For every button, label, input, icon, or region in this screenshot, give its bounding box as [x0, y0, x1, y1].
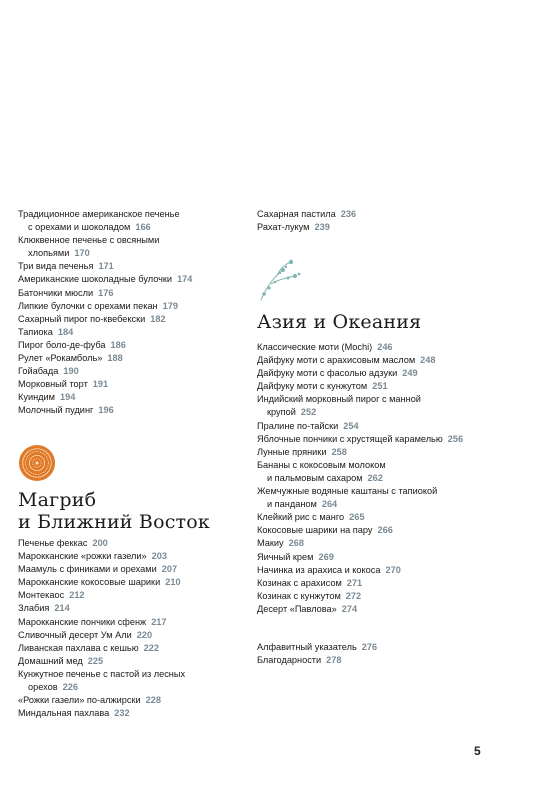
toc-entry-title: Американские шоколадные булочки — [18, 274, 173, 285]
toc-entry-title: Три вида печенья — [18, 261, 94, 272]
toc-entry-title: Яблочные пончики с хрустящей карамелью — [257, 433, 443, 444]
toc-entry — [18, 642, 243, 655]
toc-entry — [18, 260, 243, 273]
toc-entry-line — [257, 577, 537, 590]
toc-entry — [257, 208, 537, 221]
toc-entry-title: Клейкий рис с манго — [257, 512, 345, 523]
toc-entry — [18, 655, 243, 668]
toc-entry-line — [257, 537, 537, 550]
toc-entry — [257, 485, 537, 511]
toc-entry-line — [18, 365, 243, 378]
toc-entry — [18, 391, 243, 404]
toc-entry-title: крупой — [267, 407, 296, 418]
toc-entry-title: Домашний мед — [18, 655, 83, 666]
toc-page-number: 248 — [420, 355, 436, 366]
toc-entry — [257, 433, 537, 446]
toc-page-number: 264 — [321, 499, 338, 510]
toc-entry-title: «Рожки газели» по-алжирски — [18, 695, 141, 706]
toc-entry — [18, 234, 243, 260]
toc-entry-line — [257, 420, 537, 433]
toc-entry-title: Кокосовые шарики на пару — [257, 525, 373, 536]
toc-entry-line — [257, 221, 537, 234]
toc-entry — [18, 378, 243, 391]
toc-entry-title: Сахарный пирог по-квебекски — [18, 313, 146, 324]
toc-entry-line — [257, 406, 537, 419]
toc-entry-title: Клюквенное печенье с овсяными — [18, 235, 160, 246]
toc-entry-line — [257, 641, 537, 654]
toc-entry-title: с орехами и шоколадом — [28, 222, 131, 233]
toc-entry — [257, 420, 537, 433]
toc-entry-line — [18, 589, 243, 602]
toc-entry-title: Рулет «Рокамболь» — [18, 353, 103, 364]
toc-entry — [18, 629, 243, 642]
toc-entry — [18, 576, 243, 589]
toc-entry-line — [18, 221, 243, 234]
toc-entry-line — [257, 603, 537, 616]
toc-page-number: 262 — [367, 472, 383, 483]
toc-entry-title: и пальмовым сахаром — [267, 472, 363, 483]
toc-entry-line — [257, 459, 537, 472]
section-title-maghreb-line1: Магриб — [18, 489, 97, 511]
toc-page-number: 268 — [288, 538, 304, 549]
toc-entry — [257, 577, 537, 590]
toc-entry-line — [257, 367, 537, 380]
toc-entry — [257, 380, 537, 393]
toc-entry — [257, 564, 537, 577]
toc-entry — [18, 550, 243, 563]
toc-entry-line — [18, 681, 243, 694]
toc-entry-line — [257, 485, 537, 498]
toc-page-number: 258 — [331, 446, 347, 457]
toc-entry-title: Кунжутное печенье с пастой из лесных — [18, 668, 186, 679]
toc-entry — [18, 602, 243, 615]
toc-entry-line — [257, 354, 537, 367]
toc-entry — [257, 654, 537, 667]
toc-entry-line — [18, 260, 243, 273]
toc-entry-title: Морковный торт — [18, 379, 88, 390]
toc-entry — [257, 551, 537, 564]
toc-entry-title: Пирог боло-де-фуба — [18, 339, 106, 350]
toc-entry-title: Начинка из арахиса и кокоса — [257, 564, 381, 575]
toc-entry — [18, 352, 243, 365]
toc-page-number: 251 — [372, 381, 388, 392]
toc-entry-title: Рахат-лукум — [257, 222, 310, 233]
section-title-maghreb-line2: и Ближний Восток — [18, 511, 210, 533]
toc-entry-title: Маамуль с финиками и орехами — [18, 564, 157, 575]
toc-page-number: 176 — [98, 287, 114, 298]
toc-page-number: 171 — [98, 261, 114, 272]
toc-entry-title: Ливанская пахлава с кешью — [18, 642, 139, 653]
toc-entry — [257, 537, 537, 550]
toc-page-number: 249 — [402, 368, 418, 379]
toc-entry-line — [18, 576, 243, 589]
toc-entry-line — [18, 208, 243, 221]
toc-entry-title: Липкие булочки с орехами пекан — [18, 300, 158, 311]
toc-entry-line — [18, 602, 243, 615]
toc-entry-title: Дайфуку моти с фасолью адзуки — [257, 368, 398, 379]
toc-entry — [257, 603, 537, 616]
toc-entry-title: Тапиока — [18, 326, 53, 337]
toc-entry-line — [257, 446, 537, 459]
toc-page-number: 179 — [162, 300, 178, 311]
toc-page-number: 232 — [114, 708, 130, 719]
toc-entry-line — [257, 551, 537, 564]
toc-page-number: 170 — [74, 248, 90, 259]
toc-page-number: 196 — [98, 405, 114, 416]
toc-entry-line — [18, 247, 243, 260]
toc-entry — [18, 707, 243, 720]
toc-entry-line — [18, 563, 243, 576]
toc-entry — [18, 668, 243, 694]
toc-page-number: 210 — [165, 577, 181, 588]
toc-entry-title: Бананы с кокосовым молоком — [257, 459, 386, 470]
toc-entry-title: Миндальная пахлава — [18, 708, 110, 719]
toc-page-number: 200 — [92, 538, 108, 548]
toc-entry-title: Марокканские «рожки газели» — [18, 551, 147, 562]
toc-entry — [257, 367, 537, 380]
toc-entry-title: Молочный пудинг — [18, 405, 94, 416]
toc-entry-title: Злабия — [18, 603, 50, 614]
toc-entry — [257, 221, 537, 234]
toc-page-number: 254 — [343, 420, 359, 431]
toc-page-number: 256 — [447, 433, 464, 444]
toc-entry-line — [18, 655, 243, 668]
toc-page-number: 174 — [177, 274, 193, 285]
toc-entry-line — [257, 524, 537, 537]
toc-entry-line — [257, 564, 537, 577]
toc-entry-title: Десерт «Павлова» — [257, 603, 337, 614]
toc-americas-list — [18, 208, 243, 418]
toc-entry-title: Лунные пряники — [257, 446, 327, 457]
toc-entry — [257, 393, 537, 419]
toc-entry-line — [18, 694, 243, 707]
toc-entry — [18, 300, 243, 313]
teal-blossom-branch-icon — [255, 256, 305, 306]
toc-entry-line — [257, 511, 537, 524]
toc-entry-line — [18, 404, 243, 417]
toc-page-number: 252 — [300, 407, 317, 418]
toc-page-number: 212 — [69, 590, 85, 601]
toc-page-number: 166 — [135, 222, 151, 233]
toc-entry-title: Яичный крем — [257, 551, 314, 562]
toc-entry — [18, 326, 243, 339]
toc-page-number: 186 — [110, 339, 126, 350]
toc-entry-line — [18, 273, 243, 286]
toc-entry — [18, 287, 243, 300]
toc-entry-line — [18, 642, 243, 655]
toc-entry-title: Сливочный десерт Ум Али — [18, 629, 132, 640]
toc-page-number: 188 — [107, 353, 123, 364]
toc-entry — [18, 694, 243, 707]
toc-page-number: 184 — [57, 326, 74, 337]
toc-entry-title: Алфавитный указатель — [257, 642, 357, 652]
toc-page-number: 272 — [345, 590, 362, 601]
toc-entry-line — [18, 537, 243, 550]
toc-page-number: 217 — [151, 616, 167, 627]
toc-entry-title: хлопьями — [28, 248, 70, 259]
toc-entry-line — [18, 234, 243, 247]
toc-page-number: 239 — [314, 222, 330, 233]
toc-entry-title: Гойабада — [18, 366, 59, 377]
toc-entry-title: Классические моти (Mochi) — [257, 342, 373, 352]
toc-entry-title: и панданом — [267, 499, 317, 510]
toc-entry-title: Дайфуку моти с кунжутом — [257, 381, 368, 392]
toc-entry — [18, 563, 243, 576]
toc-page-number: 278 — [326, 655, 342, 666]
section-title-asia: Азия и Океания — [257, 311, 422, 333]
toc-page-number: 269 — [318, 551, 334, 562]
toc-entry-line — [257, 472, 537, 485]
toc-page-number: 236 — [340, 209, 357, 219]
toc-entry-line — [257, 341, 537, 354]
toc-entry — [18, 313, 243, 326]
toc-entry-line — [18, 313, 243, 326]
toc-appendix-list — [257, 641, 537, 667]
toc-entry-line — [18, 616, 243, 629]
toc-entry-line — [257, 393, 537, 406]
toc-page-number: 222 — [143, 642, 159, 653]
toc-entry-line — [18, 629, 243, 642]
toc-entry — [18, 537, 243, 550]
toc-entry — [18, 339, 243, 352]
toc-entry-line — [18, 668, 243, 681]
toc-entry-title: Жемчужные водяные каштаны с тапиокой — [257, 486, 438, 497]
section-title-maghreb — [18, 489, 210, 533]
toc-entry-title: Куиндим — [18, 392, 55, 403]
toc-entry — [257, 511, 537, 524]
toc-maghreb-list — [18, 537, 243, 720]
toc-sweets-list — [257, 208, 537, 234]
toc-entry-title: орехов — [28, 682, 58, 693]
toc-page-number: 203 — [151, 551, 168, 562]
toc-page-number: 214 — [54, 603, 70, 614]
toc-entry-line — [18, 378, 243, 391]
toc-entry — [18, 616, 243, 629]
toc-page-number: 207 — [161, 564, 178, 575]
toc-page-number: 274 — [341, 603, 358, 614]
toc-entry — [18, 273, 243, 286]
toc-entry-line — [257, 590, 537, 603]
toc-entry-line — [18, 339, 243, 352]
toc-page-number: 191 — [92, 379, 109, 390]
toc-page-number: 226 — [62, 682, 78, 693]
toc-page-number: 276 — [361, 642, 378, 652]
toc-entry — [257, 341, 537, 354]
toc-page-number: 271 — [346, 577, 363, 588]
toc-entry-title: Благодарности — [257, 655, 322, 666]
toc-page-number: 265 — [349, 512, 365, 523]
toc-entry — [257, 641, 537, 654]
toc-entry — [257, 459, 537, 485]
toc-entry — [18, 365, 243, 378]
toc-entry — [18, 589, 243, 602]
toc-page-number: 220 — [136, 629, 153, 640]
toc-page-number: 266 — [377, 525, 393, 536]
toc-entry-line — [18, 352, 243, 365]
toc-entry-title: Марокканские кокосовые шарики — [18, 577, 161, 588]
toc-entry — [18, 208, 243, 234]
toc-entry — [18, 404, 243, 417]
toc-entry-title: Дайфуку моти с арахисовым маслом — [257, 355, 416, 366]
toc-entry — [257, 524, 537, 537]
page-number: 5 — [474, 744, 481, 758]
toc-entry-line — [18, 326, 243, 339]
toc-entry-title: Сахарная пастила — [257, 209, 336, 219]
toc-entry-line — [18, 391, 243, 404]
toc-entry-line — [18, 287, 243, 300]
toc-entry-line — [18, 550, 243, 563]
toc-entry-title: Традиционное американское печенье — [18, 209, 180, 219]
orange-mandala-icon — [18, 444, 56, 482]
toc-page-number: 270 — [385, 564, 401, 575]
toc-entry-title: Козинак с арахисом — [257, 577, 342, 588]
toc-entry-title: Макиу — [257, 538, 284, 549]
toc-entry — [257, 354, 537, 367]
toc-entry-title: Козинак с кунжутом — [257, 590, 341, 601]
toc-entry-title: Монтекаос — [18, 590, 65, 601]
toc-entry-title: Индийский морковный пирог с манной — [257, 394, 421, 405]
toc-entry-line — [257, 498, 537, 511]
toc-page-number: 182 — [150, 313, 166, 324]
toc-entry-line — [257, 433, 537, 446]
toc-entry-line — [257, 654, 537, 667]
toc-entry-line — [257, 208, 537, 221]
toc-entry-title: Пралине по-тайски — [257, 420, 339, 431]
toc-page-number: 228 — [145, 695, 162, 706]
toc-page-number: 225 — [87, 655, 104, 666]
toc-entry-title: Батончики мюсли — [18, 287, 94, 298]
toc-asia-list — [257, 341, 537, 616]
toc-page-number: 246 — [377, 342, 393, 352]
toc-entry-line — [18, 300, 243, 313]
toc-page-number: 194 — [59, 392, 76, 403]
toc-entry-line — [257, 380, 537, 393]
toc-entry — [257, 590, 537, 603]
toc-entry-title: Печенье феккас — [18, 538, 88, 548]
toc-entry — [257, 446, 537, 459]
toc-entry-title: Марокканские пончики сфенж — [18, 616, 147, 627]
toc-page-number: 190 — [63, 366, 79, 377]
toc-entry-line — [18, 707, 243, 720]
